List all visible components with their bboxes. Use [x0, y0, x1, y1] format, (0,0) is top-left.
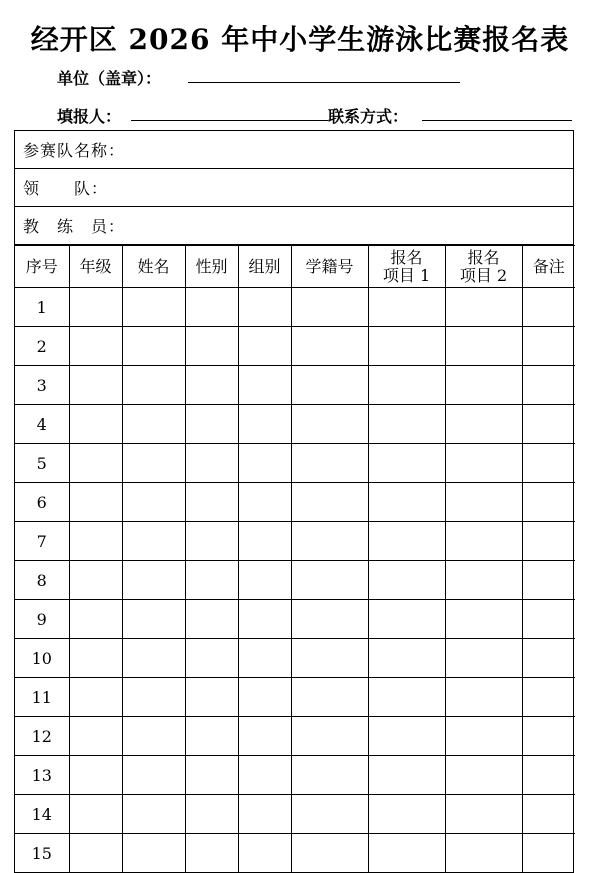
table-cell[interactable] — [69, 795, 122, 834]
table-cell[interactable] — [185, 639, 238, 678]
table-cell[interactable] — [522, 561, 575, 600]
table-row — [15, 522, 575, 561]
table-cell[interactable] — [522, 639, 575, 678]
row-number: 4 — [15, 405, 69, 444]
column-header-line1: 序号 — [25, 256, 58, 276]
unit-line[interactable] — [188, 82, 460, 83]
table-cell[interactable] — [445, 639, 522, 678]
table-cell[interactable] — [368, 522, 445, 561]
table-cell[interactable] — [185, 288, 238, 327]
row-number: 8 — [15, 561, 69, 600]
table-cell[interactable] — [368, 366, 445, 405]
column-header — [238, 246, 291, 288]
table-cell[interactable] — [69, 522, 122, 561]
leader-label: 领 队： — [23, 179, 109, 198]
table-cell[interactable] — [69, 756, 122, 795]
team-name-row[interactable] — [15, 131, 573, 169]
row-number: 2 — [15, 327, 69, 366]
table-cell[interactable] — [69, 639, 122, 678]
table-row — [15, 405, 575, 444]
table-cell[interactable] — [368, 483, 445, 522]
column-header — [122, 246, 185, 288]
table-cell[interactable] — [291, 483, 368, 522]
table-cell[interactable] — [445, 600, 522, 639]
table-cell[interactable] — [368, 756, 445, 795]
column-header-line1: 年级 — [79, 256, 112, 276]
table-cell[interactable] — [522, 795, 575, 834]
row-number: 12 — [15, 717, 69, 756]
column-header-line1: 学籍号 — [305, 256, 354, 276]
filler-line[interactable] — [131, 120, 328, 121]
table-cell[interactable] — [522, 834, 575, 873]
column-header — [522, 246, 575, 288]
table-row — [15, 366, 575, 405]
table-cell[interactable] — [122, 717, 185, 756]
table-cell[interactable] — [185, 522, 238, 561]
table-row — [15, 483, 575, 522]
table-cell[interactable] — [368, 795, 445, 834]
table-cell[interactable] — [238, 795, 291, 834]
table-cell[interactable] — [185, 795, 238, 834]
contact-line[interactable] — [422, 120, 572, 121]
table-cell[interactable] — [368, 444, 445, 483]
table-cell[interactable] — [291, 678, 368, 717]
table-cell[interactable] — [291, 600, 368, 639]
table-cell[interactable] — [522, 327, 575, 366]
table-cell[interactable] — [185, 366, 238, 405]
table-cell[interactable] — [122, 522, 185, 561]
table-cell[interactable] — [238, 522, 291, 561]
contact-label: 联系方式： — [328, 107, 409, 126]
table-cell[interactable] — [185, 600, 238, 639]
table-cell[interactable] — [122, 288, 185, 327]
table-cell[interactable] — [368, 288, 445, 327]
table-cell[interactable] — [185, 717, 238, 756]
registration-sheet — [14, 130, 574, 873]
table-cell[interactable] — [185, 444, 238, 483]
table-cell[interactable] — [522, 522, 575, 561]
table-cell[interactable] — [445, 795, 522, 834]
column-header — [291, 246, 368, 288]
table-cell[interactable] — [291, 756, 368, 795]
table-row — [15, 834, 575, 873]
table-cell[interactable] — [445, 756, 522, 795]
table-header-row — [15, 246, 575, 288]
table-cell[interactable] — [522, 600, 575, 639]
table-cell[interactable] — [238, 834, 291, 873]
table-cell[interactable] — [368, 834, 445, 873]
table-row — [15, 327, 575, 366]
table-cell[interactable] — [445, 405, 522, 444]
row-number: 11 — [15, 678, 69, 717]
table-cell[interactable] — [291, 795, 368, 834]
table-row — [15, 600, 575, 639]
column-header-line1: 姓名 — [137, 256, 170, 276]
row-number: 15 — [15, 834, 69, 873]
table-cell[interactable] — [69, 561, 122, 600]
column-header — [69, 246, 122, 288]
table-cell[interactable] — [368, 639, 445, 678]
table-cell[interactable] — [238, 327, 291, 366]
table-cell[interactable] — [185, 405, 238, 444]
table-cell[interactable] — [69, 834, 122, 873]
table-cell[interactable] — [122, 834, 185, 873]
table-cell[interactable] — [291, 366, 368, 405]
table-cell[interactable] — [185, 678, 238, 717]
table-cell[interactable] — [69, 483, 122, 522]
table-cell[interactable] — [69, 444, 122, 483]
table-cell[interactable] — [291, 288, 368, 327]
table-cell[interactable] — [122, 600, 185, 639]
table-cell[interactable] — [445, 327, 522, 366]
row-number: 1 — [15, 288, 69, 327]
table-cell[interactable] — [238, 405, 291, 444]
table-row — [15, 561, 575, 600]
table-cell[interactable] — [69, 405, 122, 444]
table-cell[interactable] — [522, 483, 575, 522]
table-cell[interactable] — [368, 327, 445, 366]
table-cell[interactable] — [185, 756, 238, 795]
coach-row[interactable] — [15, 207, 573, 245]
table-row — [15, 678, 575, 717]
table-cell[interactable] — [122, 639, 185, 678]
column-header-line1: 报名 — [390, 247, 423, 267]
row-number: 3 — [15, 366, 69, 405]
table-cell[interactable] — [238, 717, 291, 756]
column-header-line2: 项目 1 — [382, 265, 431, 285]
table-cell[interactable] — [238, 561, 291, 600]
table-cell[interactable] — [69, 717, 122, 756]
table-row — [15, 795, 575, 834]
column-header — [15, 246, 69, 288]
table-cell[interactable] — [445, 834, 522, 873]
column-header-line1: 备注 — [532, 256, 565, 276]
table-cell[interactable] — [69, 366, 122, 405]
table-cell[interactable] — [69, 600, 122, 639]
table-cell[interactable] — [291, 405, 368, 444]
row-number: 10 — [15, 639, 69, 678]
table-cell[interactable] — [291, 444, 368, 483]
row-number: 7 — [15, 522, 69, 561]
table-cell[interactable] — [69, 327, 122, 366]
form-title: 经开区 2026 年中小学生游泳比赛报名表 — [30, 23, 570, 56]
table-cell[interactable] — [368, 600, 445, 639]
table-cell[interactable] — [522, 717, 575, 756]
table-cell[interactable] — [238, 600, 291, 639]
table-cell[interactable] — [122, 678, 185, 717]
table-cell[interactable] — [445, 561, 522, 600]
table-cell[interactable] — [238, 483, 291, 522]
table-row — [15, 288, 575, 327]
column-header-line1: 报名 — [467, 247, 500, 267]
table-cell[interactable] — [445, 717, 522, 756]
table-cell[interactable] — [185, 834, 238, 873]
row-number: 14 — [15, 795, 69, 834]
table-cell[interactable] — [522, 678, 575, 717]
table-cell[interactable] — [238, 288, 291, 327]
coach-label: 教 练 员： — [23, 217, 126, 236]
table-cell[interactable] — [69, 288, 122, 327]
table-cell[interactable] — [522, 288, 575, 327]
row-number: 6 — [15, 483, 69, 522]
table-cell[interactable] — [445, 366, 522, 405]
table-cell[interactable] — [291, 561, 368, 600]
table-cell[interactable] — [368, 405, 445, 444]
table-cell[interactable] — [238, 678, 291, 717]
registration-table — [15, 245, 575, 872]
table-row — [15, 639, 575, 678]
table-cell[interactable] — [122, 561, 185, 600]
table-cell[interactable] — [185, 327, 238, 366]
row-number: 9 — [15, 600, 69, 639]
column-header — [368, 246, 445, 288]
table-cell[interactable] — [291, 834, 368, 873]
column-header — [185, 246, 238, 288]
column-header-line1: 性别 — [195, 256, 228, 276]
table-row — [15, 756, 575, 795]
table-cell[interactable] — [69, 678, 122, 717]
column-header — [445, 246, 522, 288]
team-name-label: 参赛队名称： — [23, 141, 126, 160]
table-cell[interactable] — [445, 444, 522, 483]
leader-row[interactable] — [15, 169, 573, 207]
table-body — [15, 288, 575, 873]
table-cell[interactable] — [291, 522, 368, 561]
table-cell[interactable] — [238, 756, 291, 795]
table-cell[interactable] — [122, 405, 185, 444]
table-cell[interactable] — [368, 717, 445, 756]
table-cell[interactable] — [368, 678, 445, 717]
column-header-line1: 组别 — [248, 256, 281, 276]
table-cell[interactable] — [122, 366, 185, 405]
row-number: 5 — [15, 444, 69, 483]
unit-label: 单位（盖章）： — [57, 69, 162, 88]
table-cell[interactable] — [122, 756, 185, 795]
row-number: 13 — [15, 756, 69, 795]
table-cell[interactable] — [291, 327, 368, 366]
table-cell[interactable] — [291, 717, 368, 756]
table-cell[interactable] — [238, 639, 291, 678]
table-cell[interactable] — [522, 444, 575, 483]
table-cell[interactable] — [522, 366, 575, 405]
table-cell[interactable] — [368, 561, 445, 600]
table-cell[interactable] — [185, 483, 238, 522]
table-cell[interactable] — [122, 444, 185, 483]
table-cell[interactable] — [238, 366, 291, 405]
table-cell[interactable] — [185, 561, 238, 600]
table-cell[interactable] — [238, 444, 291, 483]
table-cell[interactable] — [445, 288, 522, 327]
column-header-line2: 项目 2 — [459, 265, 508, 285]
table-cell[interactable] — [445, 483, 522, 522]
filler-label: 填报人： — [57, 107, 122, 126]
table-row — [15, 717, 575, 756]
table-cell[interactable] — [445, 522, 522, 561]
table-cell[interactable] — [122, 795, 185, 834]
table-cell[interactable] — [122, 327, 185, 366]
table-cell[interactable] — [445, 678, 522, 717]
table-cell[interactable] — [522, 405, 575, 444]
table-row — [15, 444, 575, 483]
table-cell[interactable] — [122, 483, 185, 522]
table-cell[interactable] — [291, 639, 368, 678]
table-cell[interactable] — [522, 756, 575, 795]
